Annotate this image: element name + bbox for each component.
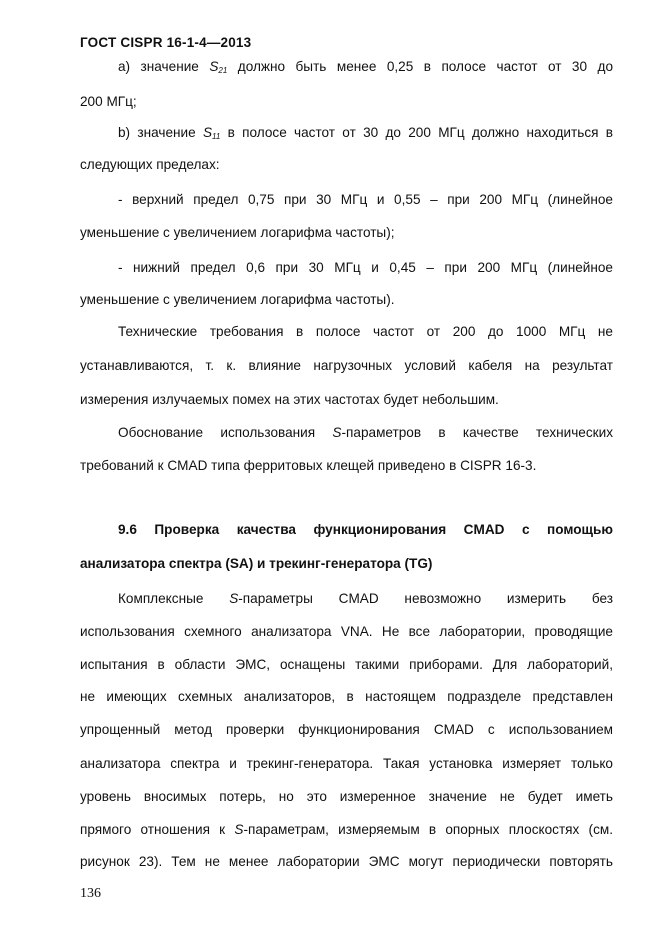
para2-line-1 xyxy=(118,591,613,607)
document-header: ГОСТ CISPR 16-1-4—2013 xyxy=(80,35,252,50)
para2-line-8-prefix: прямого отношения к xyxy=(80,822,226,837)
para2-line-7: уровень вносимых потерь, но это измеренное значение не будет иметь xyxy=(80,789,613,804)
para2-line-2: использования схемного анализатора VNA. Не все лаборатории, проводящие xyxy=(80,624,613,639)
s11-symbol: $S_{11}$ xyxy=(202,125,221,141)
item-a-text: должно быть менее 0,25 в полосе частот от 30 до xyxy=(237,59,614,74)
para2-line-8 xyxy=(80,822,613,838)
s-param-text: S-параметрам, измеряемым в опорных плоскостях (см. xyxy=(234,822,614,837)
item-a-prefix: a) значение xyxy=(118,59,199,74)
s21-symbol: $S_{21}$ xyxy=(209,59,228,75)
section-heading-line-2: анализатора спектра (SA) и трекинг-генератора (TG) xyxy=(80,556,433,571)
tech-paragraph-line-1: Технические требования в полосе частот от 200 до 1000 МГц не xyxy=(118,324,613,339)
lower-limit-line-2: уменьшение с увеличением логарифма частоты). xyxy=(80,292,395,307)
para2-prefix: Комплексные xyxy=(118,591,204,606)
s-param-text: S-параметров в качестве технических xyxy=(332,425,613,440)
justification-line-2: требований к CMAD типа ферритовых клещей приведено в CISPR 16-3. xyxy=(80,458,537,473)
para2-line-6: анализатора спектра и трекинг-генератора. Такая установка измеряет только xyxy=(80,756,613,771)
page-number: 136 xyxy=(80,886,101,901)
para2-line-9: рисунок 23). Тем не менее лаборатории ЭМС могут периодически повторять xyxy=(80,854,613,869)
para2-line-3: испытания в области ЭМС, оснащены такими приборами. Для лабораторий, xyxy=(80,657,613,672)
tech-paragraph-line-2: устанавливаются, т. к. влияние нагрузочных условий кабеля на результат xyxy=(80,358,613,373)
section-heading-line-1: 9.6 Проверка качества функционирования CMAD с помощью xyxy=(118,522,613,537)
para2-line-4: не имеющих схемных анализаторов, в настоящем подразделе представлен xyxy=(80,689,613,704)
justification-line-1 xyxy=(118,425,613,441)
para2-line-5: упрощенный метод проверки функционирования CMAD с использованием xyxy=(80,722,613,737)
item-b-text: в полосе частот от 30 до 200 МГц должно находиться в xyxy=(227,125,613,140)
item-a-line xyxy=(118,59,613,75)
lower-limit-line-1: - нижний предел 0,6 при 30 МГц и 0,45 – при 200 МГц (линейное xyxy=(118,260,613,275)
item-b-line xyxy=(118,125,613,141)
item-a-continuation: 200 МГц; xyxy=(80,94,137,109)
item-b-continuation: следующих пределах: xyxy=(80,157,220,172)
s-param-text: S-параметры CMAD невозможно измерить без xyxy=(229,591,613,606)
tech-paragraph-line-3: измерения излучаемых помех на этих частотах будет небольшим. xyxy=(80,392,499,407)
upper-limit-line-2: уменьшение с увеличением логарифма частоты); xyxy=(80,225,395,240)
item-b-prefix: b) значение xyxy=(118,125,196,140)
upper-limit-line-1: - верхний предел 0,75 при 30 МГц и 0,55 – при 200 МГц (линейное xyxy=(118,192,613,207)
justification-prefix: Обоснование использования xyxy=(118,425,316,440)
